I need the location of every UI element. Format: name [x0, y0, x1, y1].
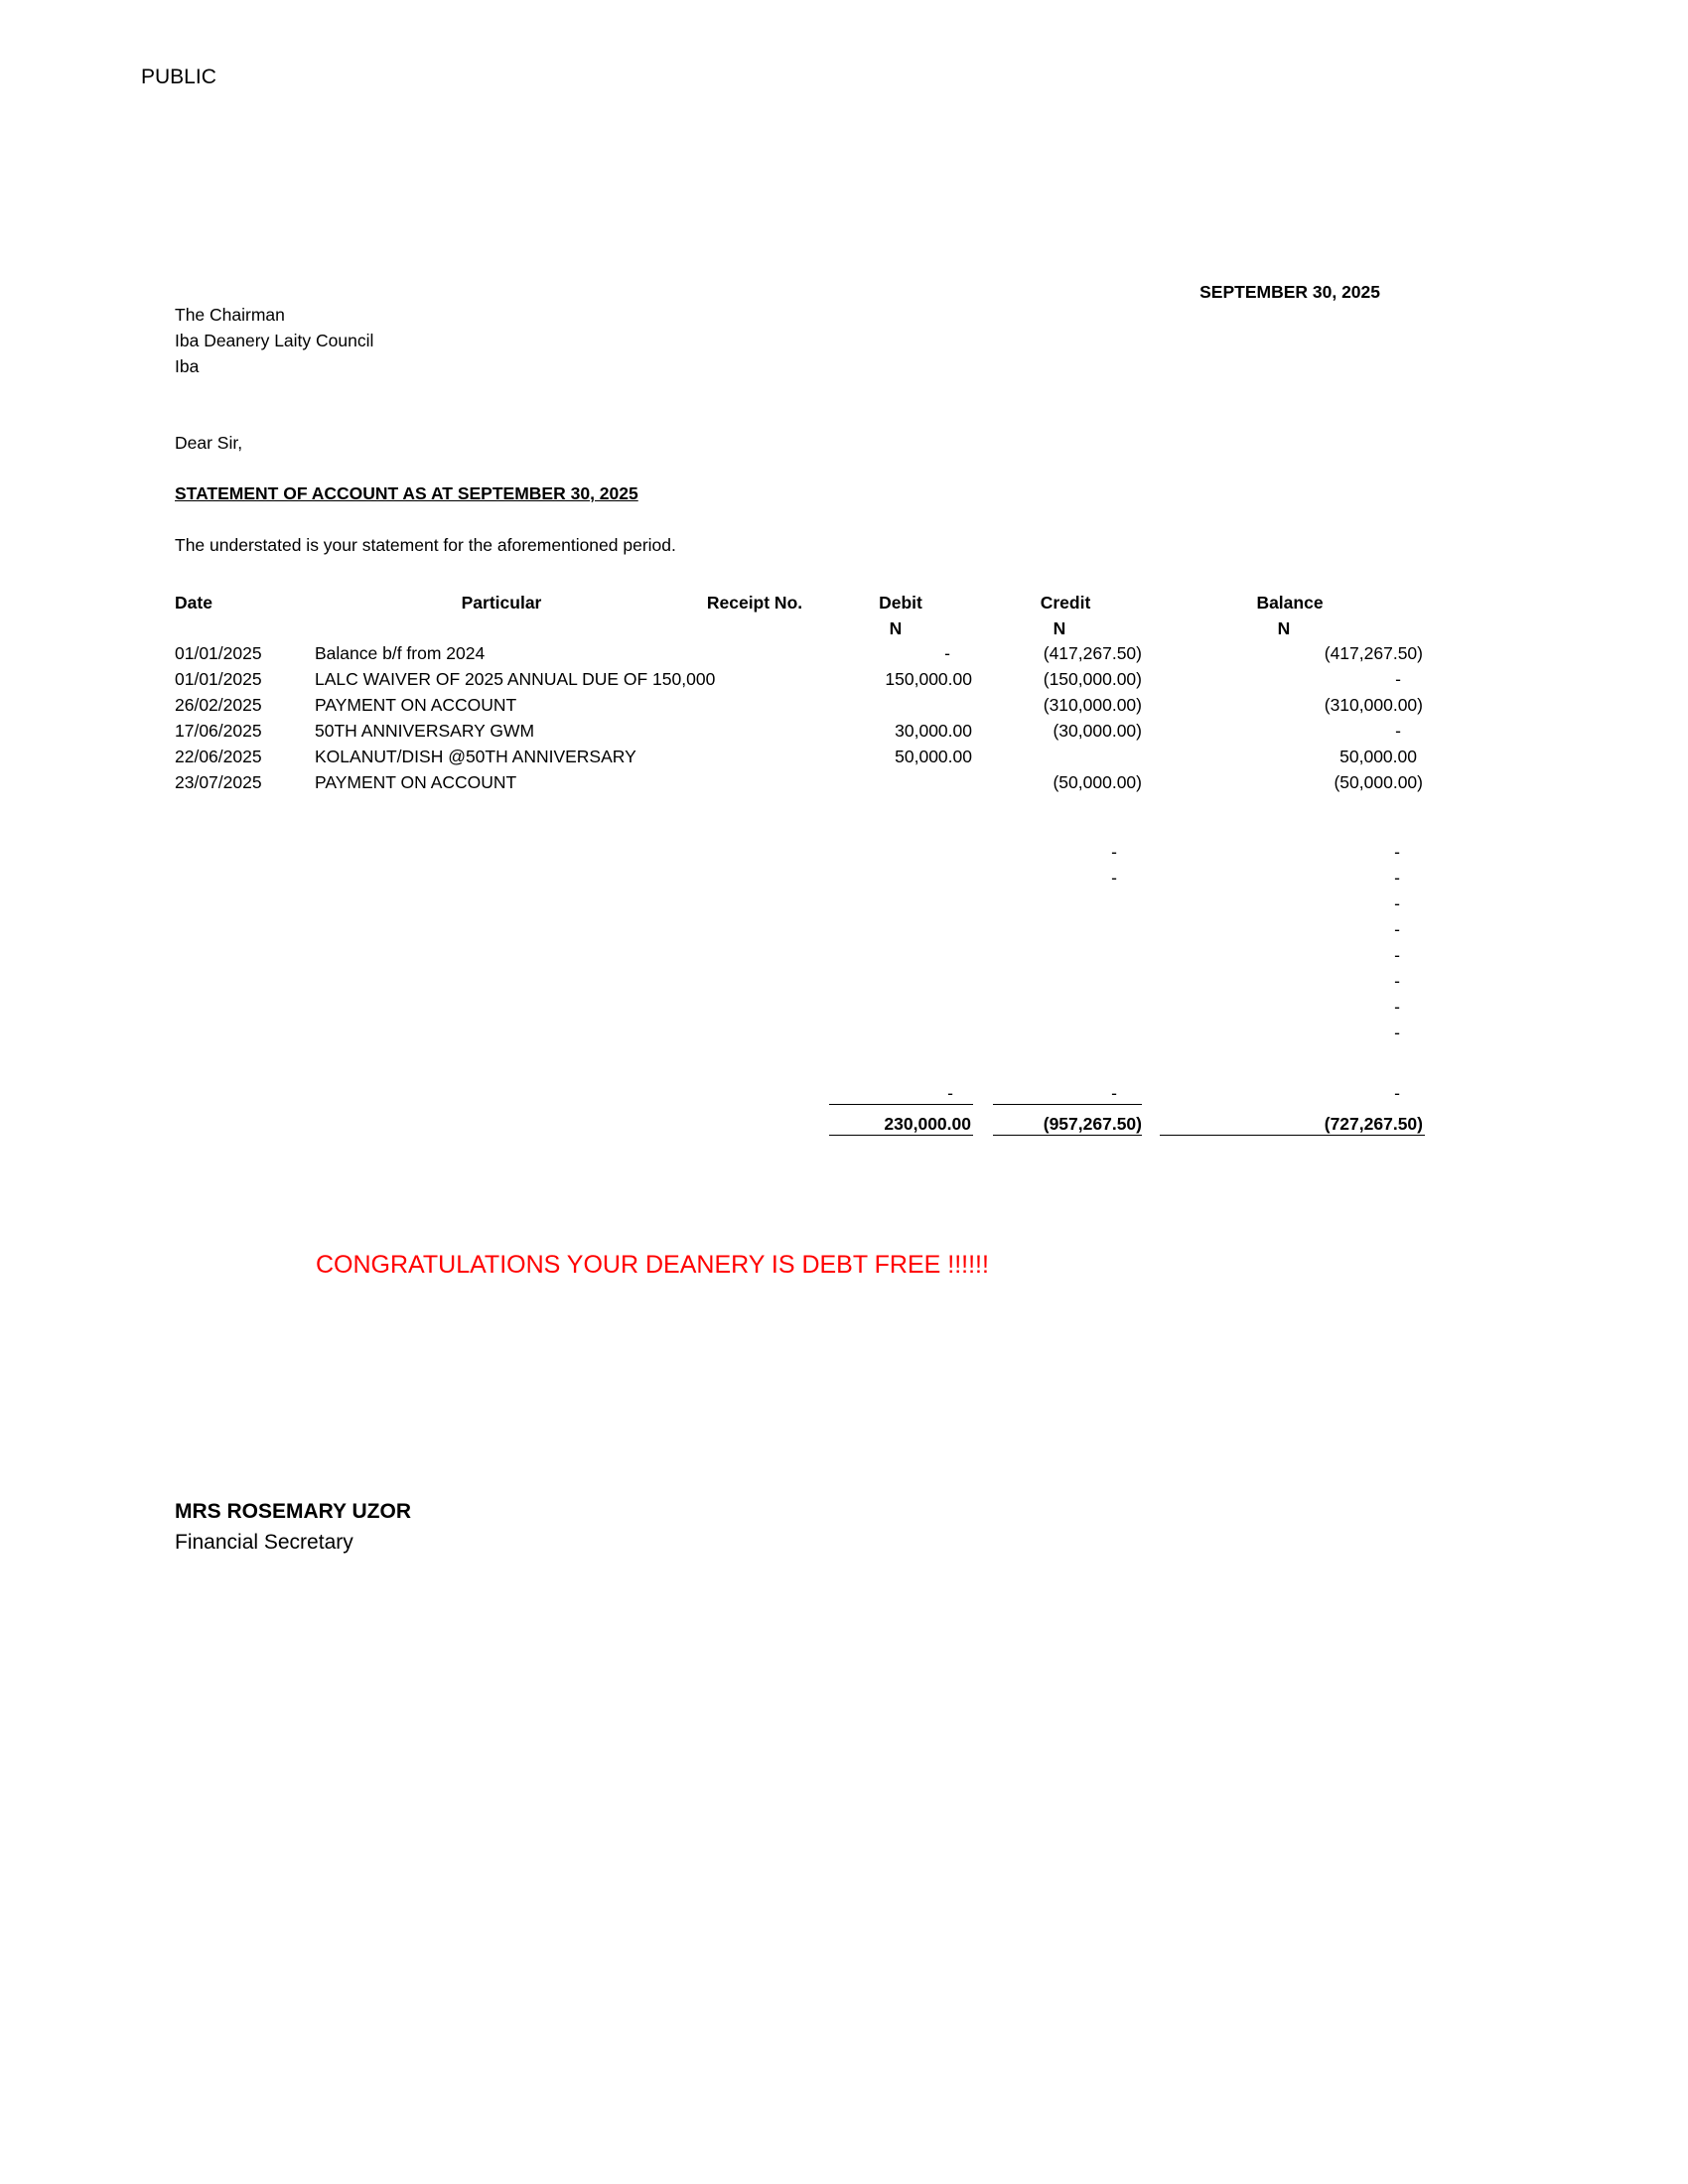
currency-credit: N: [1053, 618, 1066, 638]
empty-balance: -: [1394, 997, 1400, 1017]
empty-balance: -: [1394, 919, 1400, 939]
row-debit: 150,000.00: [885, 669, 972, 689]
row-date: 17/06/2025: [175, 721, 262, 741]
row-credit: (417,267.50): [1043, 643, 1142, 663]
row-balance: (310,000.00): [1324, 695, 1423, 715]
row-particular: PAYMENT ON ACCOUNT: [315, 772, 517, 792]
row-particular: KOLANUT/DISH @50TH ANNIVERSARY: [315, 747, 636, 766]
row-particular: Balance b/f from 2024: [315, 643, 486, 663]
row-particular: PAYMENT ON ACCOUNT: [315, 695, 517, 715]
empty-credit: -: [1111, 868, 1117, 887]
debt-free-message: CONGRATULATIONS YOUR DEANERY IS DEBT FREE !!!!!!: [316, 1251, 989, 1279]
header-credit: Credit: [1040, 593, 1091, 613]
row-balance: -: [1395, 721, 1401, 741]
header-balance: Balance: [1256, 593, 1324, 613]
debit-total-rule: [829, 1104, 973, 1105]
row-debit: 50,000.00: [895, 747, 972, 766]
subtotal-balance: -: [1394, 1083, 1400, 1103]
row-particular: LALC WAIVER OF 2025 ANNUAL DUE OF 150,000: [315, 669, 716, 689]
row-date: 01/01/2025: [175, 643, 262, 663]
debit-total-underline: [829, 1135, 973, 1136]
intro-text: The understated is your statement for the aforementioned period.: [175, 535, 676, 555]
currency-balance: N: [1277, 618, 1291, 638]
signatory-name: MRS ROSEMARY UZOR: [175, 1500, 412, 1523]
empty-balance: -: [1394, 842, 1400, 862]
row-credit: (30,000.00): [1053, 721, 1142, 741]
row-balance: 50,000.00: [1339, 747, 1417, 766]
subtotal-credit: -: [1111, 1083, 1117, 1103]
currency-debit: N: [889, 618, 903, 638]
row-particular: 50TH ANNIVERSARY GWM: [315, 721, 535, 741]
header-particular: Particular: [461, 593, 542, 613]
row-date: 01/01/2025: [175, 669, 262, 689]
row-date: 23/07/2025: [175, 772, 262, 792]
header-receipt-no: Receipt No.: [706, 593, 803, 613]
empty-balance: -: [1394, 893, 1400, 913]
total-balance: (727,267.50): [1324, 1114, 1423, 1134]
empty-balance: -: [1394, 971, 1400, 991]
header-date: Date: [175, 593, 212, 613]
empty-balance: -: [1394, 1023, 1400, 1042]
recipient-line: The Chairman: [175, 305, 285, 325]
empty-balance: -: [1394, 945, 1400, 965]
row-date: 26/02/2025: [175, 695, 262, 715]
empty-balance: -: [1394, 868, 1400, 887]
total-credit: (957,267.50): [1043, 1114, 1142, 1134]
row-debit: 30,000.00: [895, 721, 972, 741]
recipient-line: Iba Deanery Laity Council: [175, 331, 374, 350]
total-debit: 230,000.00: [884, 1114, 971, 1134]
credit-total-underline: [993, 1135, 1142, 1136]
row-credit: (310,000.00): [1043, 695, 1142, 715]
signatory-title: Financial Secretary: [175, 1531, 353, 1554]
statement-title: STATEMENT OF ACCOUNT AS AT SEPTEMBER 30, 2025: [175, 483, 638, 503]
row-balance: (50,000.00): [1334, 772, 1423, 792]
row-credit: (50,000.00): [1053, 772, 1142, 792]
empty-credit: -: [1111, 842, 1117, 862]
classification-label: PUBLIC: [141, 66, 216, 88]
document-date: SEPTEMBER 30, 2025: [1199, 282, 1380, 302]
row-credit: (150,000.00): [1043, 669, 1142, 689]
row-balance: (417,267.50): [1324, 643, 1423, 663]
row-date: 22/06/2025: [175, 747, 262, 766]
credit-total-rule: [993, 1104, 1142, 1105]
row-balance: -: [1395, 669, 1401, 689]
header-debit: Debit: [879, 593, 922, 613]
recipient-line: Iba: [175, 356, 200, 376]
salutation: Dear Sir,: [175, 433, 243, 453]
row-debit: -: [944, 643, 950, 663]
subtotal-debit: -: [947, 1083, 953, 1103]
balance-total-underline: [1160, 1135, 1425, 1136]
